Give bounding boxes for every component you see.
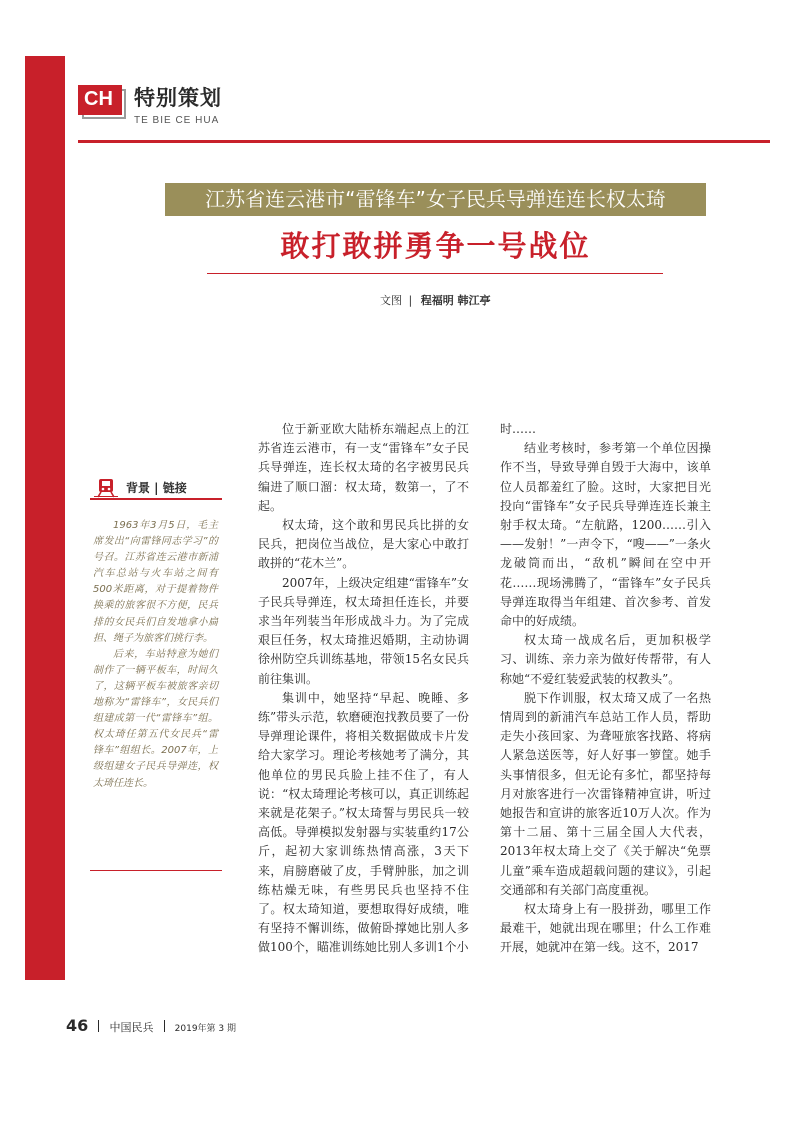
title-divider [207, 273, 663, 274]
sidebar-paragraph: 1963年3月5日，毛主席发出“向雷锋同志学习”的号召。江苏省连云港市新浦汽车总站与火车站之间有500米距离，对于提着物件换乘的旅客很不方便，民兵排的女民兵们自发地拿小扁担、绳子为旅客们挑行李。 [93, 520, 218, 644]
body-column-2 [500, 420, 711, 958]
sidebar-title: 背景 | 链接 [126, 481, 187, 495]
left-red-band [25, 56, 65, 980]
sidebar-header [92, 478, 222, 498]
body-column-1 [258, 420, 469, 958]
article-headline: 敢打敢拼勇争一号战位 [280, 229, 591, 263]
body-paragraph: 结业考核时，参考第一个单位因操作不当，导致导弹自毁于大海中，该单位人员都羞红了脸。这时，大家把目光投向“雷锋车”女子民兵导弹连连长兼主射手权太琦。“左航路，1200……引入——发射！”一声令下，“嗖——”一条火龙破筒而出，“敌机”瞬间在空中开花……现场沸腾了，“雷锋车”女子民兵导弹连取得当年组建、首次参考、首发命中的好成绩。 [500, 441, 711, 629]
logo-text: CH [84, 88, 113, 110]
byline-label: 文图 [380, 294, 402, 307]
body-paragraph: 脱下作训服，权太琦又成了一名热情周到的新浦汽车总站工作人员，帮助走失小孩回家、为聋哑旅客找路、将病人紧急送医等，好人好事一箩筐。她手头事情很多，但无论有多忙，都坚持每月对旅客进行一次雷锋精神宣讲，听过她报告和宣讲的旅客近10万人次。作为第十二届、第十三届全国人大代表，2013年权太琦上交了《关于解决“免票儿童”乘车造成超载问题的建议》，引起交通部和有关部门高度重视。 [500, 690, 711, 897]
sidebar-body [93, 518, 218, 792]
body-paragraph: 权太琦，这个敢和男民兵比拼的女民兵，把岗位当战位，是大家心中敢打敢拼的“花木兰”。 [258, 518, 469, 571]
sidebar-paragraph: 后来，车站特意为她们制作了一辆平板车，时间久了，这辆平板车被旅客亲切地称为“雷锋车”，女民兵们组建成第一代“雷锋车”组。权太琦任第五代女民兵“雷锋车”组组长。2007年，上级组建女子民兵导弹连，权太琦任连长。 [93, 648, 218, 789]
body-paragraph: 权太琦一战成名后，更加积极学习、训练、亲力亲为做好传帮带，有人称她“不爱红装爱武装的权教头”。 [500, 633, 711, 686]
page-number: 46 [66, 1016, 89, 1035]
section-logo [78, 85, 126, 119]
sidebar-divider [90, 498, 222, 500]
footer-separator [164, 1020, 165, 1032]
byline: 文图 | 程福明 韩江亭 [380, 294, 491, 307]
byline-names: 程福明 韩江亭 [420, 294, 491, 307]
section-pinyin: TE BIE CE HUA [134, 115, 220, 126]
page-footer [66, 1016, 236, 1035]
train-icon [94, 478, 118, 498]
body-paragraph: 权太琦身上有一股拼劲，哪里工作最难干，她就出现在哪里；什么工作难开展，她就冲在第一线。这不，2017 [500, 902, 711, 955]
body-paragraph: 2007年，上级决定组建“雷锋车”女子民兵导弹连，权太琦担任连长，并要求当年列装当年形成战斗力。为了完成艰巨任务，权太琦推迟婚期，主动协调徐州防空兵训练基地，带领15名女民兵前往集训。 [258, 575, 469, 686]
body-paragraph: 位于新亚欧大陆桥东端起点上的江苏省连云港市，有一支“雷锋车”女子民兵导弹连，连长权太琦的名字被男民兵编进了顺口溜：权太琦，数第一，了不起。 [258, 422, 469, 513]
section-title: 特别策划 [134, 86, 222, 110]
body-paragraph: 集训中，她坚持“早起、晚睡、多练”带头示范，软磨硬泡找教员要了一份导弹理论课件，将相关数据做成卡片发给大家学习。理论考核她考了满分，其他单位的男民兵脸上挂不住了，有人说：“权太琦理论考核可以，真正训练起来就是花架子。”权太琦誓与男民兵一较高低。导弹模拟发射器与实装重约17公斤，起初大家训练热情高涨，3天下来，肩膀磨破了皮，手臂肿胀，加之训练枯燥无味，有些男民兵也坚持不住了。权太琦知道，要想取得好成绩，唯有坚持不懈训练，做俯卧撑她比别人多做100个，瞄准训练她比别人多训1个小 [258, 690, 469, 955]
body-continuation: 时…… [500, 422, 537, 436]
footer-separator [98, 1020, 99, 1032]
header-divider [78, 140, 770, 143]
sidebar-bottom-rule [90, 870, 222, 871]
issue-number: 2019年第 3 期 [174, 1024, 236, 1034]
magazine-name: 中国民兵 [109, 1021, 154, 1034]
article-kicker: 江苏省连云港市“雷锋车”女子民兵导弹连连长权太琦 [165, 183, 706, 216]
